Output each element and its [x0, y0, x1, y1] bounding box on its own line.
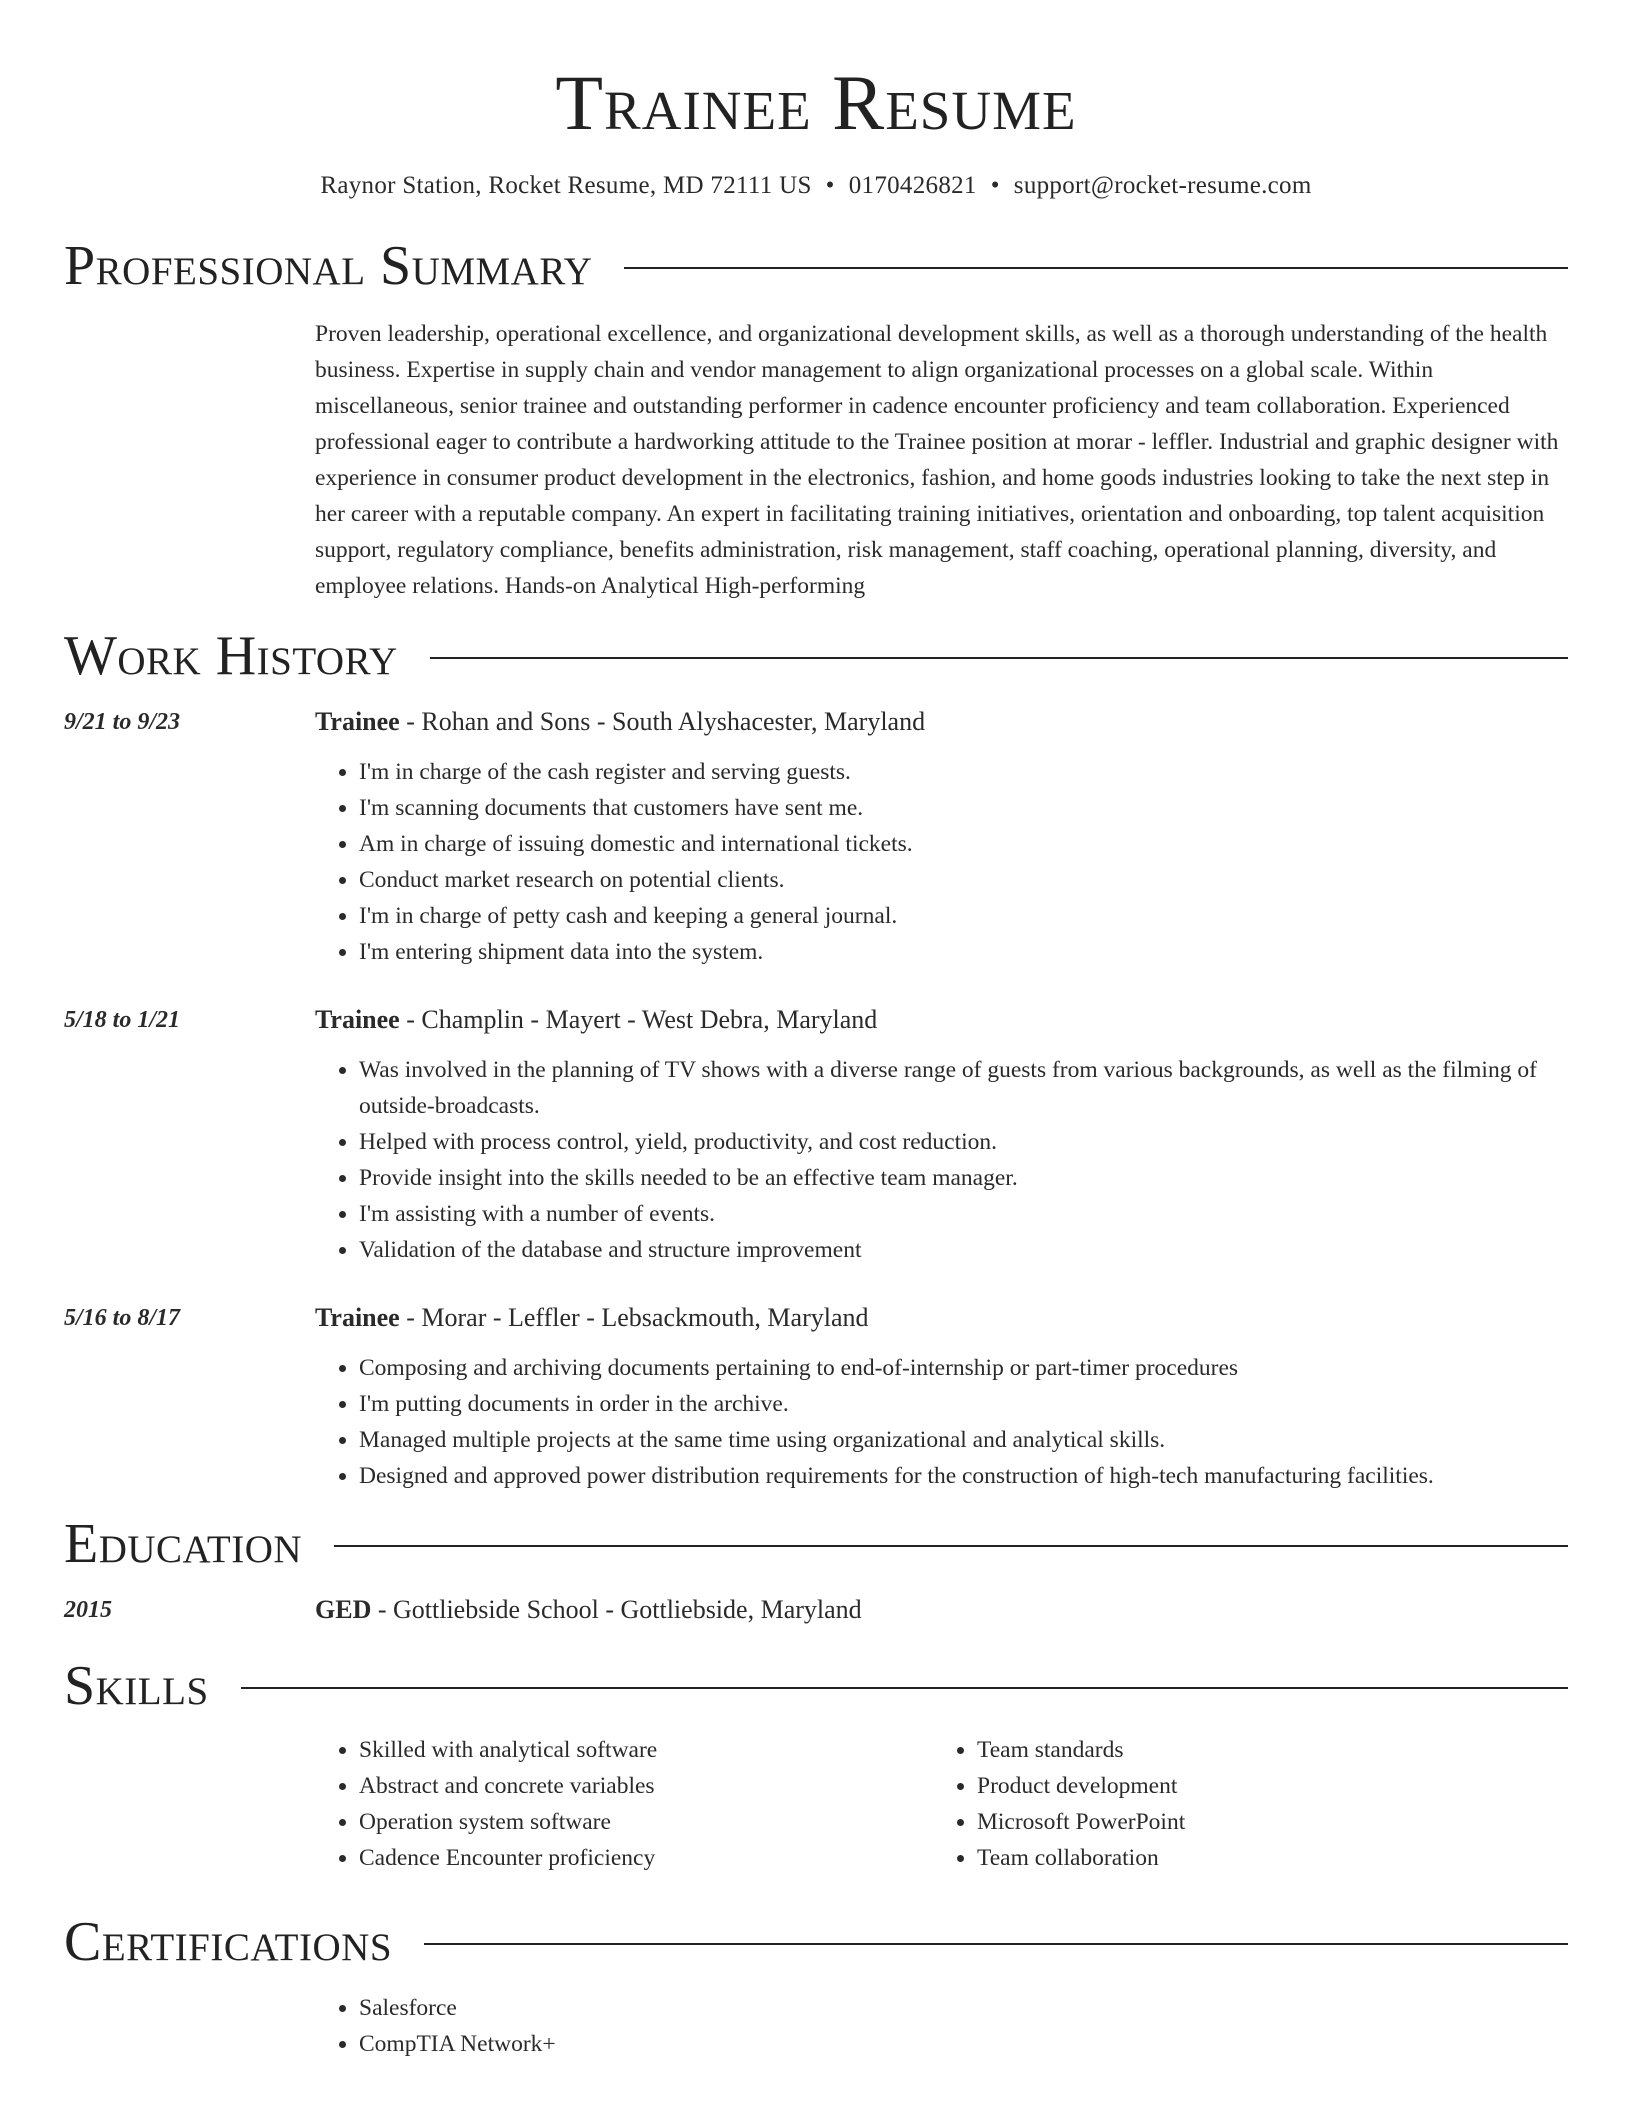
- list-item: • Helped with process control, yield, productivity, and cost reduction.: [359, 1124, 1568, 1160]
- skill-item: • Product development: [977, 1768, 1568, 1804]
- address: Raynor Station, Rocket Resume, MD 72111 US: [320, 172, 812, 199]
- list-item: • I'm in charge of the cash register and serving guests.: [359, 754, 1568, 790]
- section-divider: [241, 1687, 1568, 1689]
- list-item: • I'm scanning documents that customers have sent me.: [359, 790, 1568, 826]
- job-details: - Champlin - Mayert - West Debra, Maryland: [399, 1005, 878, 1034]
- job-dates: 5/16 to 8/17: [64, 1305, 181, 1331]
- skills-column: [933, 1732, 1568, 1876]
- section-title: Work History: [64, 625, 398, 687]
- education-details: - Gottliebside School - Gottliebside, Maryland: [371, 1595, 862, 1624]
- summary-text: Proven leadership, operational excellence, and organizational development skills, as well as a thorough understanding of the health business. Expertise in supply chain and vendor management to align organizational processes on a global scale. Within miscellaneous, senior trainee and outstanding performer in cadence encounter proficiency and team collaboration. Experienced professional eager to contribute a hardworking attitude to the Trainee position at morar - leffler. Industrial and graphic designer with experience in consumer product development in the electronics, fashion, and home goods industries looking to take the next step in her career with a reputable company. An expert in facilitating training initiatives, orientation and onboarding, top talent acquisition support, regulatory compliance, benefits administration, risk management, staff coaching, operational planning, diversity, and employee relations. Hands-on Analytical High-performing: [315, 321, 1559, 599]
- job-bullets: [315, 1052, 1568, 1268]
- job-position: Trainee: [315, 707, 400, 736]
- job-title: [315, 1002, 1568, 1038]
- separator: •: [825, 172, 835, 199]
- job-dates: 5/18 to 1/21: [64, 1007, 181, 1033]
- list-item: • Was involved in the planning of TV shows with a diverse range of guests from various backgrounds, as well as the filming of outside-broadcasts.: [359, 1052, 1568, 1124]
- job-entry: [64, 704, 1568, 970]
- section-divider: [430, 657, 1568, 659]
- skill-item: • Cadence Encounter proficiency: [359, 1840, 933, 1876]
- job-position: Trainee: [315, 1303, 400, 1332]
- certifications-section-header: [64, 1910, 1568, 1974]
- contact-line: [64, 172, 1568, 200]
- summary-row: [64, 298, 1568, 604]
- education-entry: [64, 1592, 1568, 1628]
- job-details: - Morar - Leffler - Lebsackmouth, Maryland: [399, 1303, 869, 1332]
- resume-title: Trainee Resume: [555, 59, 1077, 146]
- list-item: • Conduct market research on potential clients.: [359, 862, 1568, 898]
- skill-item: • Operation system software: [359, 1804, 933, 1840]
- job-entry: [64, 1002, 1568, 1268]
- section-divider: [424, 1943, 1568, 1945]
- skills-row: [64, 1718, 1568, 1876]
- list-item: • Validation of the database and structure improvement: [359, 1232, 1568, 1268]
- section-title: Skills: [64, 1655, 209, 1717]
- separator: •: [990, 172, 1000, 199]
- list-item: • I'm assisting with a number of events.: [359, 1196, 1568, 1232]
- education-year: 2015: [64, 1597, 112, 1623]
- section-divider: [624, 267, 1568, 269]
- certifications-row: [64, 1990, 1568, 2062]
- section-title: Certifications: [64, 1911, 393, 1973]
- skills-grid: [315, 1732, 1568, 1876]
- education-degree: GED: [315, 1595, 372, 1624]
- section-divider: [334, 1545, 1568, 1547]
- email: support@rocket-resume.com: [1013, 172, 1312, 199]
- resume-page: [64, 0, 1568, 2062]
- skills-section-header: [64, 1654, 1568, 1718]
- section-title: Education: [64, 1513, 303, 1575]
- work-section-header: [64, 624, 1568, 688]
- section-title: Professional Summary: [64, 235, 593, 297]
- job-dates: 9/21 to 9/23: [64, 709, 181, 735]
- certification-item: • CompTIA Network+: [359, 2026, 1568, 2062]
- job-bullets: [315, 1350, 1568, 1494]
- list-item: • I'm entering shipment data into the system.: [359, 934, 1568, 970]
- list-item: • I'm putting documents in order in the archive.: [359, 1386, 1568, 1422]
- skills-column: [315, 1732, 933, 1876]
- job-title: [315, 1300, 1568, 1336]
- education-section-header: [64, 1512, 1568, 1576]
- job-bullets: [315, 754, 1568, 970]
- job-title: [315, 704, 1568, 740]
- skill-item: • Abstract and concrete variables: [359, 1768, 933, 1804]
- skill-item: • Microsoft PowerPoint: [977, 1804, 1568, 1840]
- skill-item: • Team standards: [977, 1732, 1568, 1768]
- job-entry: [64, 1300, 1568, 1494]
- summary-section-header: [64, 234, 1568, 298]
- certification-item: • Salesforce: [359, 1990, 1568, 2026]
- list-item: • Designed and approved power distribution requirements for the construction of high-tech manufacturing facilities.: [359, 1458, 1568, 1494]
- list-item: • Composing and archiving documents pertaining to end-of-internship or part-timer procedures: [359, 1350, 1568, 1386]
- education-title: [315, 1592, 1568, 1628]
- list-item: • Managed multiple projects at the same time using organizational and analytical skills.: [359, 1422, 1568, 1458]
- job-position: Trainee: [315, 1005, 400, 1034]
- list-item: • Provide insight into the skills needed to be an effective team manager.: [359, 1160, 1568, 1196]
- job-details: - Rohan and Sons - South Alyshacester, Maryland: [399, 707, 926, 736]
- list-item: • Am in charge of issuing domestic and international tickets.: [359, 826, 1568, 862]
- list-item: • I'm in charge of petty cash and keeping a general journal.: [359, 898, 1568, 934]
- skill-item: • Team collaboration: [977, 1840, 1568, 1876]
- phone: 0170426821: [848, 172, 977, 199]
- skill-item: • Skilled with analytical software: [359, 1732, 933, 1768]
- certifications-list: [315, 1990, 1568, 2062]
